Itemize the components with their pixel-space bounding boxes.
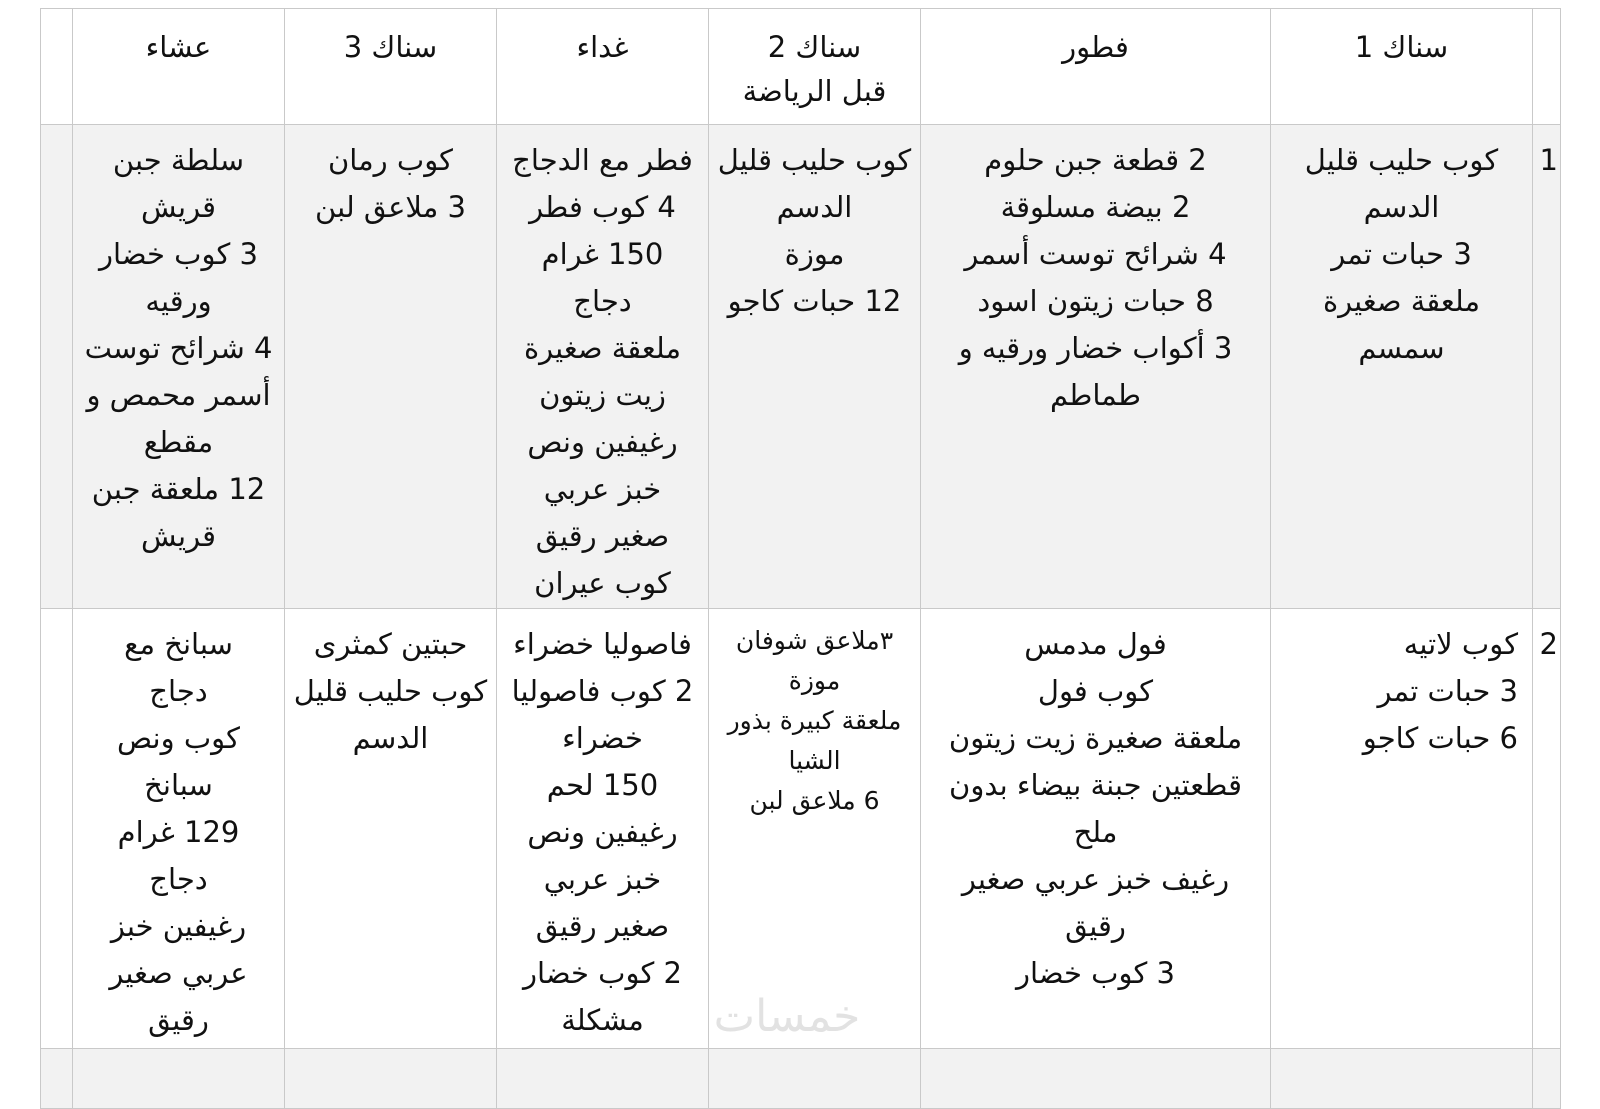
cell-line: ملعقة صغيرة زيت زيتون: [948, 721, 1243, 755]
cell-line: 2 بيضة مسلوقة: [1000, 190, 1191, 224]
cell-line: 3 ملاعق لبن: [315, 190, 466, 224]
cell-lunch: [497, 125, 709, 609]
cell-empty: [709, 1049, 921, 1109]
cell-line: 3 كوب خضار: [99, 237, 258, 271]
header-row: [41, 9, 1561, 125]
cell-line: خضراء: [562, 721, 643, 755]
cell-line: كوب رمان: [328, 143, 453, 177]
cell-line: خبز عربي: [543, 862, 662, 896]
cell-line: قريش: [141, 190, 216, 224]
cell-line: ملعقة كبيرة بذور: [727, 706, 902, 735]
cell-line: كوب فول: [1037, 674, 1154, 708]
cell-breakfast: [921, 609, 1271, 1049]
cell-line: قطعتين جبنة بيضاء بدون: [949, 768, 1242, 802]
cell-line: حبتين كمثرى: [313, 627, 468, 661]
cell-lunch: [497, 609, 709, 1049]
cell-line: 3 حبات تمر: [1331, 237, 1472, 271]
cell-line: دجاج: [149, 862, 208, 896]
cell-line: ٣ملاعق شوفان: [735, 626, 894, 655]
cell-line: فطر مع الدجاج: [512, 143, 693, 177]
header-snack1: سناك 1: [1271, 9, 1533, 125]
cell-line: رقيق: [148, 1003, 209, 1037]
cell-empty: [497, 1049, 709, 1109]
cell-snack1: [1271, 609, 1533, 1049]
cell-line: رغيفين ونص: [527, 815, 678, 849]
cell-line: 6 ملاعق لبن: [749, 786, 880, 815]
cell-line: فاصوليا خضراء: [513, 627, 692, 661]
header-extra: [41, 9, 73, 125]
cell-extra: [41, 609, 73, 1049]
cell-line: موزة: [784, 237, 845, 271]
header-lunch: غداء: [497, 9, 709, 125]
cell-line: كوب حليب قليل: [717, 143, 912, 177]
cell-line: أسمر محمص و: [86, 378, 271, 412]
header-number: [1533, 9, 1561, 125]
cell-line: ملعقة صغيرة: [1322, 284, 1481, 318]
cell-line: 2 كوب خضار: [523, 956, 682, 990]
cell-empty: [41, 1049, 73, 1109]
cell-line: سبانخ: [144, 768, 213, 802]
header-breakfast: فطور: [921, 9, 1271, 125]
cell-snack3: [285, 609, 497, 1049]
cell-line: 4 كوب فطر: [529, 190, 676, 224]
cell-line: 3 كوب خضار: [1016, 956, 1175, 990]
cell-line: الشيا: [788, 746, 841, 775]
cell-empty: [1533, 1049, 1561, 1109]
cell-line: 2 كوب فاصوليا: [511, 674, 694, 708]
cell-line: ملعقة صغيرة: [523, 331, 682, 365]
cell-line: كوب لاتيه: [1403, 627, 1518, 661]
cell-line: طماطم: [1049, 378, 1142, 412]
cell-snack2: [709, 125, 921, 609]
cell-line: ملح: [1073, 815, 1118, 849]
meal-plan-table: [40, 8, 1561, 1109]
cell-line: 12 حبات كاجو: [727, 284, 902, 318]
cell-line: رغيف خبز عربي صغير: [961, 862, 1230, 896]
cell-line: سمسم: [1358, 331, 1445, 365]
cell-line: قريش: [141, 519, 216, 553]
cell-line: 8 حبات زيتون اسود: [977, 284, 1214, 318]
cell-line: 150 غرام: [541, 237, 664, 271]
cell-line: كوب ونص: [117, 721, 240, 755]
cell-line: فول مدمس: [1024, 627, 1167, 661]
cell-line: مقطع: [143, 425, 214, 459]
header-snack3: سناك 3: [285, 9, 497, 125]
cell-line: 3 أكواب خضار ورقيه و: [958, 331, 1233, 365]
cell-line: كوب عيران: [534, 566, 671, 600]
cell-empty: [285, 1049, 497, 1109]
cell-line: دجاج: [573, 284, 632, 318]
cell-line: 3 حبات تمر: [1377, 674, 1518, 708]
cell-line: كوب حليب قليل: [293, 674, 488, 708]
cell-line: رغيفين خبز: [110, 909, 247, 943]
cell-line: 12 ملعقة جبن: [91, 472, 266, 506]
cell-line: 6 حبات كاجو: [1362, 721, 1518, 755]
cell-line: 129 غرام: [117, 815, 240, 849]
row-number: 1: [1533, 125, 1561, 609]
cell-snack2: [709, 609, 921, 1049]
cell-line: موزة: [788, 666, 841, 695]
cell-extra: [41, 125, 73, 609]
table-row: [41, 1049, 1561, 1109]
cell-dinner: [73, 609, 285, 1049]
header-snack2-subtitle: قبل الرياضة: [742, 74, 887, 108]
cell-line: زيت زيتون: [539, 378, 666, 412]
cell-line: رغيفين ونص: [527, 425, 678, 459]
cell-dinner: [73, 125, 285, 609]
cell-empty: [73, 1049, 285, 1109]
cell-line: الدسم: [1363, 190, 1440, 224]
cell-line: عربي صغير: [109, 956, 248, 990]
cell-line: خبز عربي: [543, 472, 662, 506]
cell-line: 4 شرائح توست: [84, 331, 273, 365]
cell-empty: [1271, 1049, 1533, 1109]
table-row: [41, 125, 1561, 609]
header-snack2: [709, 9, 921, 125]
watermark-logo: خمسات: [713, 991, 861, 1042]
cell-line: ورقيه: [145, 284, 212, 318]
cell-line: صغير رقيق: [535, 519, 670, 553]
cell-line: الدسم: [352, 721, 429, 755]
cell-breakfast: [921, 125, 1271, 609]
header-dinner: عشاء: [73, 9, 285, 125]
cell-line: سلطة جبن: [112, 143, 245, 177]
cell-line: 2 قطعة جبن حلوم: [984, 143, 1207, 177]
row-number: 2: [1533, 609, 1561, 1049]
cell-line: سبانخ مع: [124, 627, 233, 661]
table-row: [41, 609, 1561, 1049]
cell-line: رقيق: [1065, 909, 1126, 943]
cell-snack3: [285, 125, 497, 609]
cell-line: 150 لحم: [546, 768, 659, 802]
cell-snack1: [1271, 125, 1533, 609]
cell-line: دجاج: [149, 674, 208, 708]
cell-line: كوب حليب قليل: [1304, 143, 1499, 177]
cell-line: 4 شرائح توست أسمر: [964, 237, 1227, 271]
cell-line: مشكلة: [561, 1003, 644, 1037]
cell-line: صغير رقيق: [535, 909, 670, 943]
cell-empty: [921, 1049, 1271, 1109]
cell-line: الدسم: [776, 190, 853, 224]
header-snack2-title: سناك 2: [767, 30, 862, 64]
